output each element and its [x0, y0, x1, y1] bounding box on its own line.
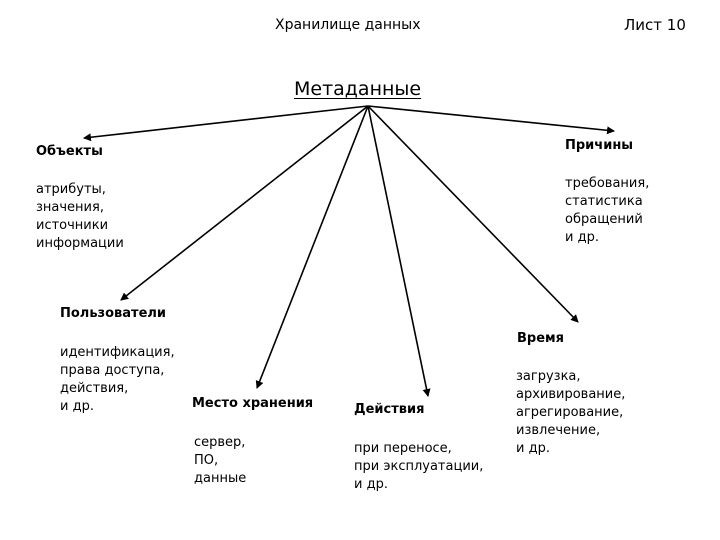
node-objects-details: атрибуты, значения, источники информации [36, 182, 124, 251]
arrow-to-reasons [368, 106, 614, 131]
node-storage-details: сервер, ПО, данные [194, 435, 247, 486]
arrow-to-users [121, 106, 368, 300]
node-storage-title: Место хранения [192, 396, 314, 411]
arrow-to-objects [84, 106, 368, 138]
sheet-label: Лист 10 [624, 16, 686, 34]
node-users-details: идентификация, права доступа, действия, и др. [60, 345, 175, 414]
node-time-details: загрузка, архивирование, агрегирование, извлечение, и др. [516, 369, 626, 456]
arrow-to-actions [368, 106, 428, 396]
node-time-title: Время [517, 331, 565, 346]
arrow-to-time [368, 106, 578, 322]
node-actions-title: Действия [354, 402, 425, 417]
node-users-title: Пользователи [60, 306, 167, 321]
node-reasons-details: требования, статистика обращений и др. [565, 176, 650, 245]
node-reasons-title: Причины [565, 138, 634, 153]
node-actions-details: при переносе, при эксплуатации, и др. [354, 441, 484, 492]
arrow-to-storage [257, 106, 368, 388]
header-title: Хранилище данных [275, 17, 421, 33]
root-node-title: Метаданные [294, 78, 422, 100]
node-objects-title: Объекты [36, 144, 103, 159]
